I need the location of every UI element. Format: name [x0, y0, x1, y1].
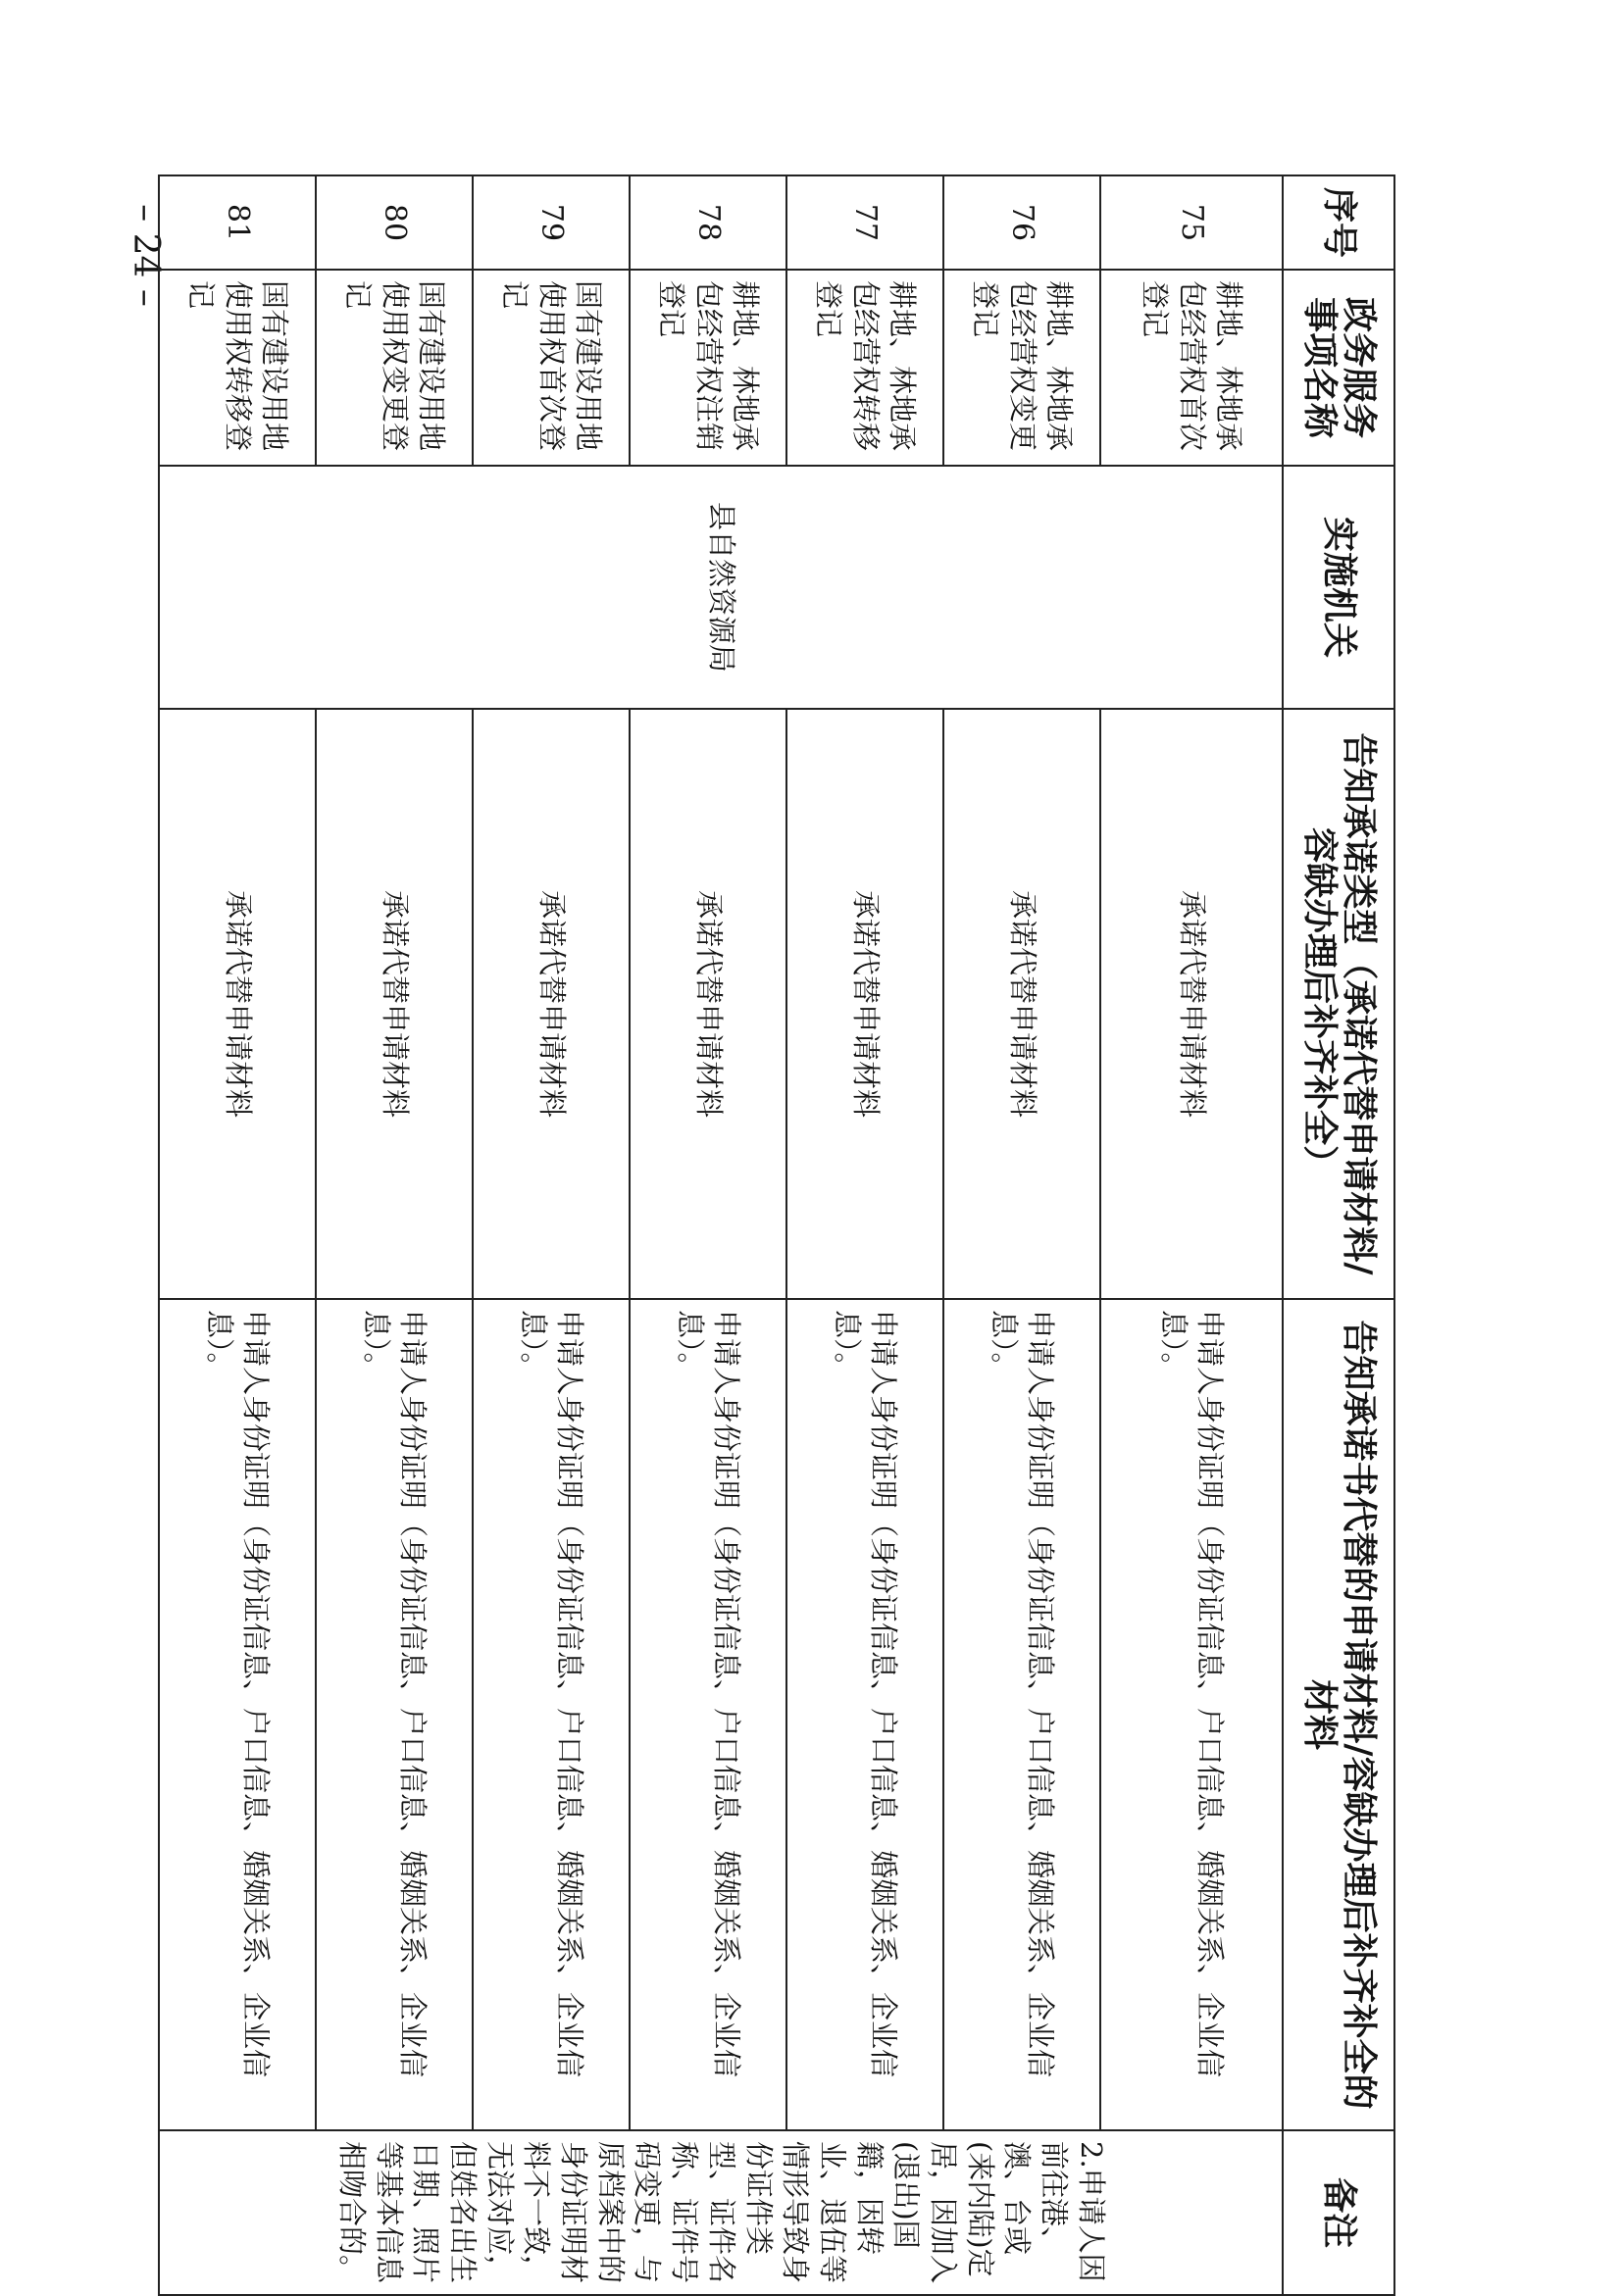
row-commitment-type: 承诺代替申请材料: [473, 709, 630, 1299]
row-commitment-type: 承诺代替申请材料: [159, 709, 316, 1299]
header-number: 序号: [1283, 175, 1394, 270]
row-commitment-type: 承诺代替申请材料: [786, 709, 943, 1299]
row-materials: 申请人身份证明（身份证信息、户口信息、婚姻关系、企业信息）。: [316, 1299, 473, 2130]
header-remarks: 备注: [1283, 2130, 1394, 2295]
row-materials: 申请人身份证明（身份证信息、户口信息、婚姻关系、企业信息）。: [473, 1299, 630, 2130]
row-materials: 申请人身份证明（身份证信息、户口信息、婚姻关系、企业信息）。: [1100, 1299, 1283, 2130]
row-service-name: 耕地、林地承包经营权首次登记: [1100, 270, 1283, 466]
row-number: 80: [316, 175, 473, 270]
row-service-name: 耕地、林地承包经营权注销登记: [630, 270, 786, 466]
table-header-row: [1283, 175, 1394, 2295]
row-service-name: 国有建设用地使用权首次登记: [473, 270, 630, 466]
agency-cell: 县自然资源局: [159, 466, 1283, 709]
row-commitment-type: 承诺代替申请材料: [316, 709, 473, 1299]
row-number: 81: [159, 175, 316, 270]
row-materials: 申请人身份证明（身份证信息、户口信息、婚姻关系、企业信息）。: [943, 1299, 1100, 2130]
remarks-cell: 2.申请人因前往港、澳、台或(来内陆)定居，因加入(退出)国籍，因转业、退伍等情形导致身份证件类型、证件名称、证件号码变更，与原档案中的身份证明材料不一致，无法对应，但姓名出生日期、照片等基本信息相吻合的。: [159, 2130, 1283, 2295]
row-service-name: 国有建设用地使用权变更登记: [316, 270, 473, 466]
page-number-text: – 24 –: [125, 203, 166, 307]
row-commitment-type: 承诺代替申请材料: [1100, 709, 1283, 1299]
row-materials: 申请人身份证明（身份证信息、户口信息、婚姻关系、企业信息）。: [159, 1299, 316, 2130]
header-commitment-type: 告知承诺类型（承诺代替申请材料/容缺办理后补齐补全）: [1283, 709, 1394, 1299]
row-number: 77: [786, 175, 943, 270]
row-commitment-type: 承诺代替申请材料: [943, 709, 1100, 1299]
document-table-container: [184, 175, 1395, 2294]
row-service-name: 耕地、林地承包经营权变更登记: [943, 270, 1100, 466]
row-materials: 申请人身份证明（身份证信息、户口信息、婚姻关系、企业信息）。: [630, 1299, 786, 2130]
row-number: 79: [473, 175, 630, 270]
row-number: 76: [943, 175, 1100, 270]
document-table: [158, 175, 1395, 2296]
table-row: [1100, 175, 1283, 2295]
row-materials: 申请人身份证明（身份证信息、户口信息、婚姻关系、企业信息）。: [786, 1299, 943, 2130]
header-replaced-materials: 告知承诺书代替的申请材料/容缺办理后补齐补全的材料: [1283, 1299, 1394, 2130]
header-agency: 实施机关: [1283, 466, 1394, 709]
row-number: 75: [1100, 175, 1283, 270]
row-service-name: 耕地、林地承包经营权转移登记: [786, 270, 943, 466]
header-service-name: 政务服务事项名称: [1283, 270, 1394, 466]
row-commitment-type: 承诺代替申请材料: [630, 709, 786, 1299]
row-number: 78: [630, 175, 786, 270]
row-service-name: 国有建设用地使用权转移登记: [159, 270, 316, 466]
